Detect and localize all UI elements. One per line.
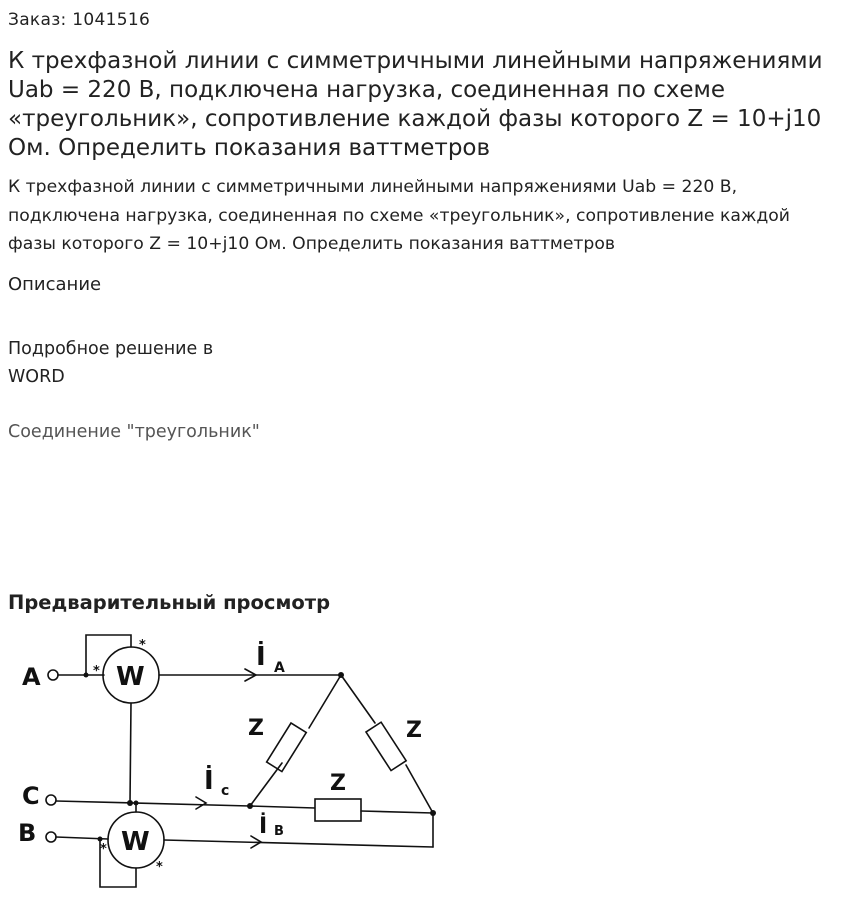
page-title: К трехфазной линии с симметричными линейными напряжениями Uab = 220 В, подключена нагрузка, соединенная по схеме «треугольник», сопротивление каждой фазы которого Z = 10+j10 Ом. Определить показания ваттметров bbox=[8, 48, 823, 161]
preview-heading: Предварительный просмотр bbox=[8, 591, 331, 614]
voltage-coil-lead bbox=[130, 703, 131, 803]
terminal-a-label: A bbox=[22, 663, 41, 691]
impedance-bc bbox=[366, 722, 406, 770]
current-a-sub: A bbox=[274, 660, 285, 676]
terminal-b-label: B bbox=[18, 819, 37, 847]
description-heading: Описание bbox=[8, 274, 102, 295]
current-b-label: İ bbox=[259, 814, 268, 839]
current-c-label: İ bbox=[204, 766, 214, 796]
wattmeter-bottom-label: W bbox=[121, 827, 150, 857]
star-mark-bottom-2: * bbox=[156, 860, 163, 875]
star-mark-top-2: * bbox=[139, 638, 146, 653]
impedance-bc-label: Z bbox=[406, 718, 422, 743]
terminal-b-node bbox=[46, 832, 56, 842]
triangle-right-bottom bbox=[406, 765, 433, 813]
line-c-main bbox=[56, 801, 250, 806]
description-text: Подробное решение в WORD bbox=[8, 339, 214, 387]
current-a-label: İ bbox=[256, 642, 266, 672]
impedance-ab bbox=[267, 723, 307, 772]
terminal-c-node bbox=[46, 795, 56, 805]
current-b-sub: B bbox=[274, 824, 284, 839]
page-subtitle: К трехфазной линии с симметричными линейными напряжениями Uab = 220 В, подключена нагрузка, соединенная по схеме «треугольник», сопротивление каждой фазы которого Z = 10+j10 Ом. Определить показания ваттметров bbox=[8, 177, 790, 254]
circuit-diagram bbox=[8, 625, 453, 895]
terminal-a-node bbox=[48, 670, 58, 680]
current-arrow-c bbox=[196, 797, 206, 809]
description-link[interactable]: Соединение "треугольник" bbox=[8, 422, 260, 442]
line-c-load bbox=[250, 806, 315, 808]
wattmeter-top-label: W bbox=[116, 662, 145, 692]
impedance-ca-label: Z bbox=[330, 771, 346, 796]
triangle-left-bottom bbox=[250, 763, 282, 806]
line-b-main bbox=[164, 840, 433, 847]
star-mark-bottom-1: * bbox=[100, 842, 107, 857]
impedance-ab-label: Z bbox=[248, 716, 264, 741]
triangle-left-top bbox=[309, 675, 341, 728]
order-number: Заказ: 1041516 bbox=[8, 10, 151, 30]
triangle-right-top bbox=[341, 675, 375, 723]
impedance-ca bbox=[315, 799, 361, 821]
current-c-sub: c bbox=[221, 783, 230, 799]
line-c-right bbox=[361, 811, 433, 813]
star-mark-top-1: * bbox=[93, 664, 100, 679]
terminal-c-label: C bbox=[22, 782, 40, 810]
